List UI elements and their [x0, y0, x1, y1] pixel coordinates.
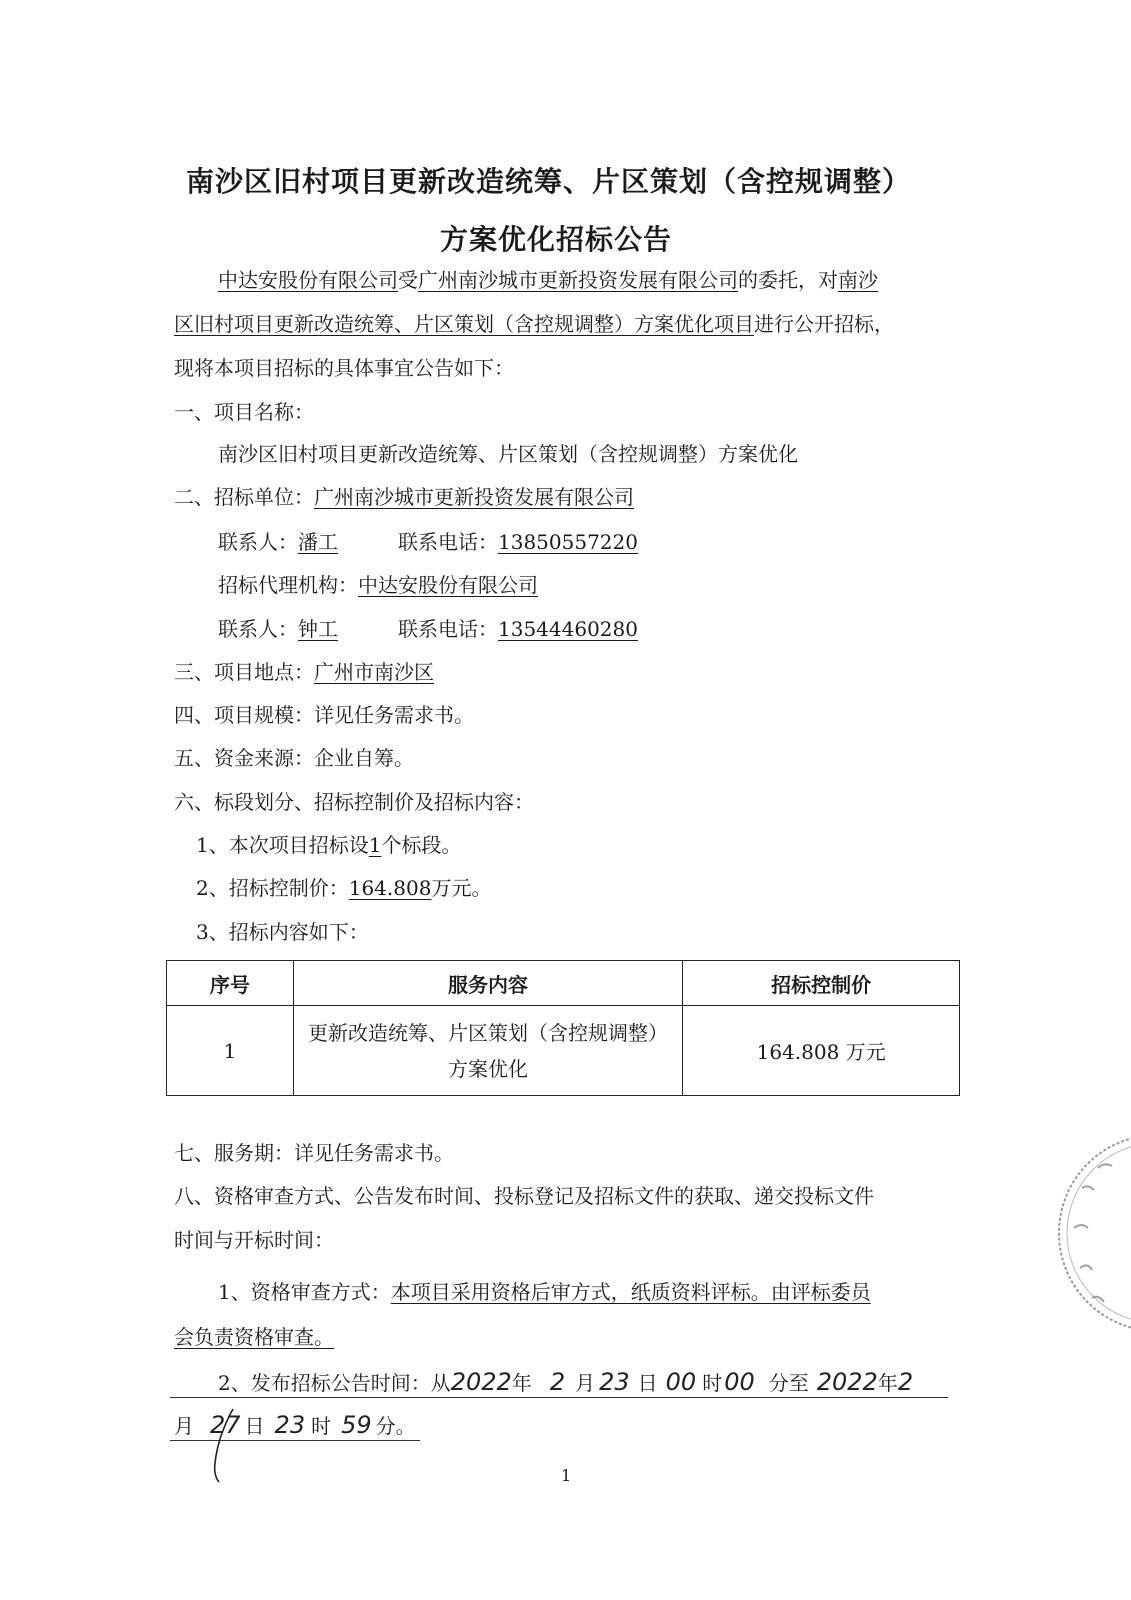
section-1-heading: 一、项目名称： — [174, 400, 314, 424]
handwritten-day-start: 23 — [599, 1368, 630, 1396]
seal-stamp — [1052, 1128, 1131, 1338]
qualification-method: 本项目采用资格后审方式，纸质资料评标。由评标委员 — [390, 1280, 871, 1304]
section-6-item-2 — [196, 876, 491, 900]
col-header-no: 序号 — [167, 961, 294, 1006]
project-place: 广州市南沙区 — [314, 660, 434, 684]
service-line-2: 方案优化 — [448, 1056, 529, 1081]
handwritten-month-end: 2 — [897, 1368, 914, 1396]
tender-content-table — [166, 960, 960, 1096]
intro-line-2 — [174, 312, 894, 336]
section-3-line — [174, 660, 434, 684]
handwritten-month-start: 2 — [549, 1368, 566, 1396]
contact-label: 联系人： — [218, 617, 298, 641]
col-header-price: 招标控制价 — [683, 961, 960, 1006]
publish-time-line-1 — [218, 1370, 913, 1395]
handwritten-day-end: 27 — [210, 1411, 241, 1439]
handwritten-hour-start: 00 — [665, 1368, 697, 1396]
contact-label: 联系人： — [218, 530, 298, 554]
handwritten-minute-start: 00 — [724, 1368, 755, 1396]
table-header-row — [167, 961, 960, 1006]
handwritten-year-end: 2022 — [816, 1368, 878, 1396]
date-text: 月 — [174, 1414, 194, 1438]
phone-label: 联系电话： — [398, 530, 498, 554]
from-text: 从 — [430, 1371, 451, 1395]
agency-label: 招标代理机构： — [218, 573, 358, 597]
intro-text: 进行公开招标， — [754, 312, 894, 336]
item-text: 2、招标控制价： — [196, 876, 349, 900]
section-2-line — [174, 485, 634, 509]
contact-label-2 — [218, 617, 338, 641]
section-6-item-1 — [196, 833, 461, 857]
section-8-line-1: 八、资格审查方式、公告发布时间、投标登记及招标文件的获取、递交投标文件 — [174, 1184, 874, 1208]
handwritten-minute-end: 59 — [341, 1411, 372, 1439]
lot-count: 1 — [368, 833, 382, 857]
section-8-item-1 — [218, 1280, 871, 1304]
contact-name-1: 潘工 — [298, 530, 338, 554]
section-8-line-2: 时间与开标时间： — [174, 1228, 334, 1252]
project-name: 南沙区旧村项目更新改造统筹、片区策划（含控规调整）方案优化 — [218, 442, 798, 466]
phone-line-1 — [398, 530, 638, 554]
date-text: 时 — [702, 1371, 723, 1395]
date-text: 年 — [511, 1371, 532, 1395]
item-text: 个标段。 — [381, 833, 462, 857]
page-number: 1 — [561, 1466, 572, 1485]
intro-line-1 — [218, 268, 878, 292]
project-name-start: 南沙 — [838, 268, 878, 292]
date-text: 日 — [244, 1414, 265, 1438]
date-text: 时 — [311, 1414, 332, 1438]
tender-unit: 广州南沙城市更新投资发展有限公司 — [314, 485, 634, 509]
date-text: 年 — [877, 1371, 898, 1395]
contact-label-1 — [218, 530, 338, 554]
row-price: 164.808 万元 — [683, 1006, 960, 1096]
intro-text: 的委托，对 — [738, 268, 838, 292]
intro-text: 受 — [398, 268, 418, 292]
control-price: 164.808 — [348, 876, 432, 900]
handwritten-stroke — [195, 1405, 245, 1485]
agent-name: 中达安股份有限公司 — [218, 268, 398, 292]
phone-line-2 — [398, 617, 638, 641]
qualification-method-cont: 会负责资格审查。 — [174, 1325, 334, 1349]
agency-line — [218, 573, 538, 597]
handwritten-hour-end: 23 — [274, 1411, 306, 1439]
section-6-heading: 六、标段划分、招标控制价及招标内容： — [174, 790, 534, 814]
intro-line-3: 现将本项目招标的具体事宜公告如下： — [174, 356, 514, 380]
service-line-1: 更新改造统筹、片区策划（含控规调整） — [308, 1020, 669, 1045]
section-4: 四、项目规模：详见任务需求书。 — [174, 703, 474, 727]
item-text: 万元。 — [431, 876, 492, 900]
phone-2: 13544460280 — [498, 617, 638, 641]
client-name: 广州南沙城市更新投资发展有限公司 — [418, 268, 738, 292]
table-row — [167, 1006, 960, 1096]
publish-time-label: 2、发布招标公告时间： — [218, 1371, 431, 1395]
item-text: 1、本次项目招标设 — [196, 833, 369, 857]
row-no: 1 — [167, 1006, 294, 1096]
project-name-rest: 区旧村项目更新改造统筹、片区策划（含控规调整）方案优化项目 — [174, 312, 754, 336]
section-7: 七、服务期：详见任务需求书。 — [174, 1141, 454, 1165]
col-header-service: 服务内容 — [293, 961, 682, 1006]
date-text: 分。 — [375, 1414, 416, 1438]
section-6-item-3: 3、招标内容如下： — [196, 920, 369, 944]
row-service — [293, 1006, 682, 1096]
agency-name: 中达安股份有限公司 — [358, 573, 538, 597]
section-3-heading: 三、项目地点： — [174, 660, 314, 684]
date-text: 月 — [575, 1371, 596, 1395]
section-2-heading: 二、招标单位： — [174, 485, 314, 509]
phone-label: 联系电话： — [398, 617, 498, 641]
handwritten-underline-1 — [170, 1397, 948, 1398]
title-line-1: 南沙区旧村项目更新改造统筹、片区策划（含控规调整） — [186, 165, 912, 198]
date-text: 日 — [637, 1371, 658, 1395]
item-text: 1、资格审查方式： — [218, 1280, 391, 1304]
handwritten-year-start: 2022 — [450, 1368, 512, 1396]
date-text: 分至 — [768, 1371, 809, 1395]
section-5: 五、资金来源：企业自筹。 — [174, 746, 414, 770]
contact-name-2: 钟工 — [298, 617, 338, 641]
phone-1: 13850557220 — [498, 530, 638, 554]
title-line-2: 方案优化招标公告 — [440, 223, 673, 256]
section-8-item-1-cont — [174, 1325, 334, 1349]
